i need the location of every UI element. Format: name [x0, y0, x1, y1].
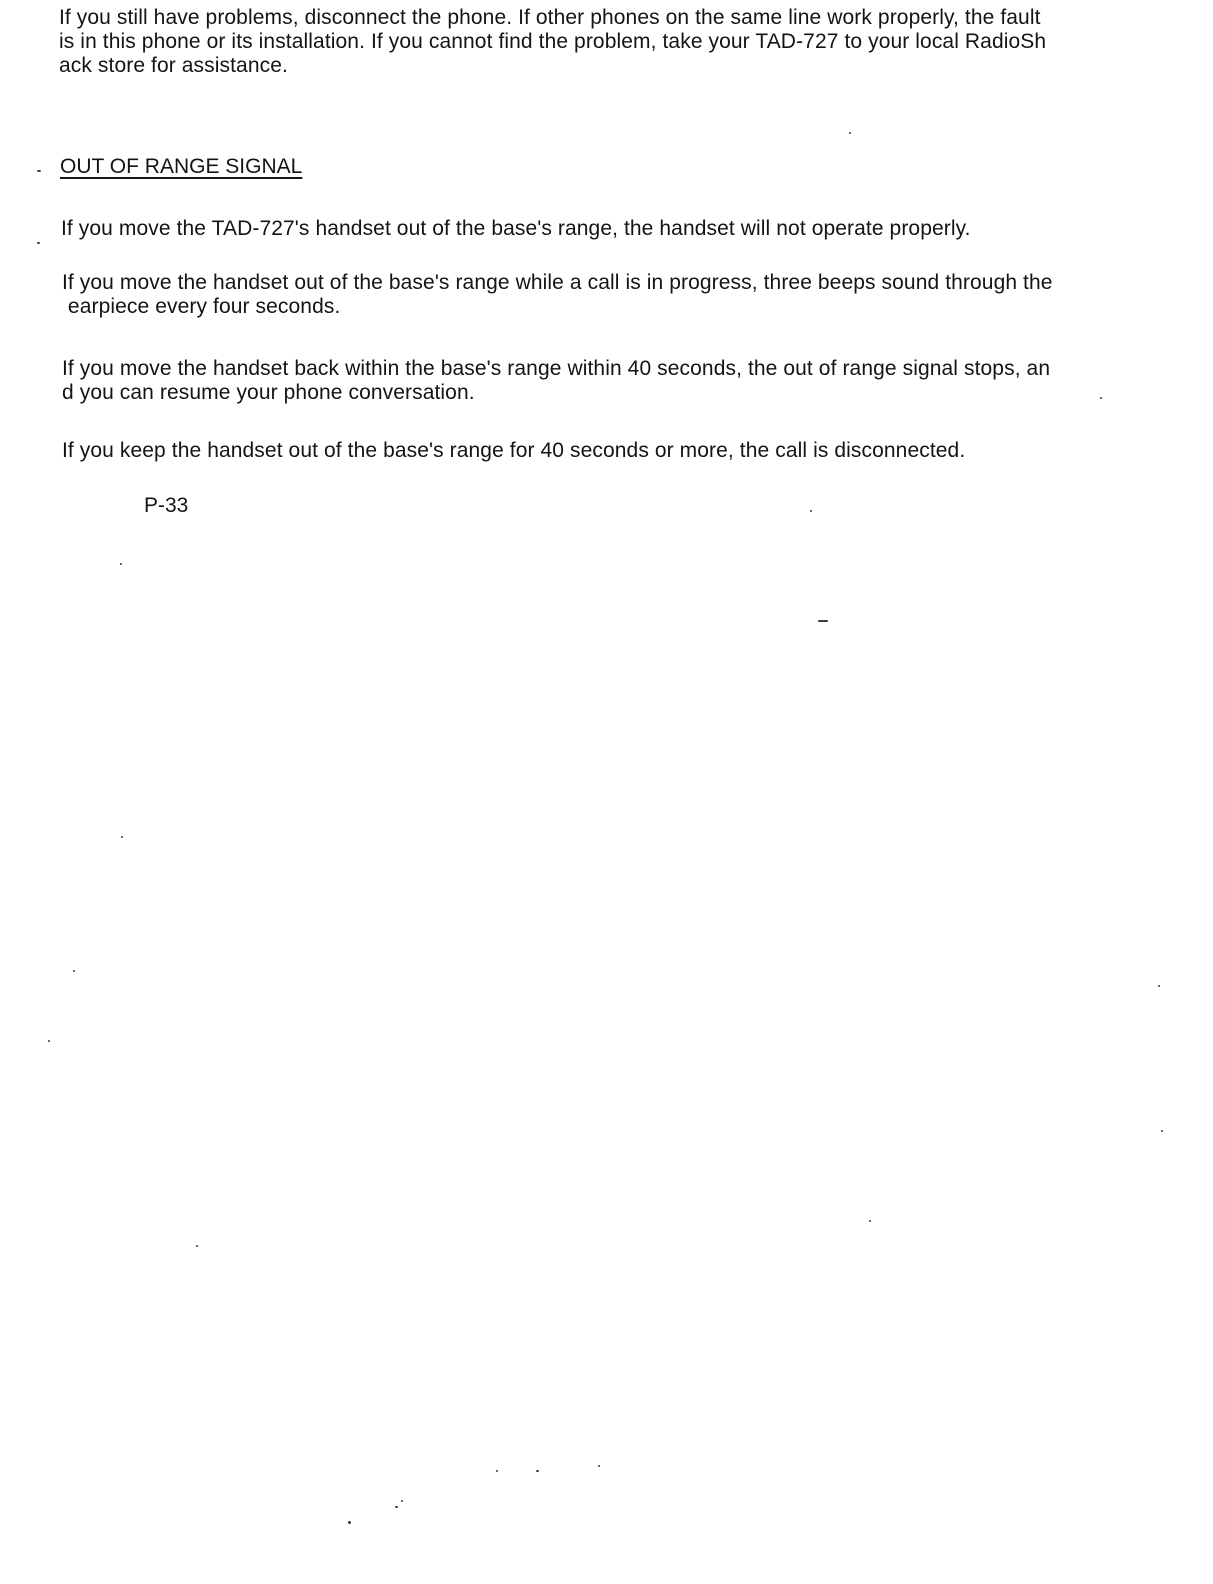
page-number: P-33: [144, 494, 189, 517]
scan-speck: [598, 1465, 600, 1467]
section-heading: OUT OF RANGE SIGNAL: [60, 155, 303, 178]
scan-speck: [196, 1245, 198, 1247]
scan-speck: [536, 1470, 539, 1472]
paragraph-line: d you can resume your phone conversation.: [62, 381, 475, 404]
scan-speck: [348, 1521, 351, 1524]
scan-speck: [401, 1500, 403, 1502]
intro-line: ack store for assistance.: [59, 54, 288, 77]
paragraph-line: If you move the handset out of the base's range while a call is in progress, three beeps sound through the: [62, 271, 1053, 294]
scan-speck: [818, 620, 828, 622]
scan-speck: [810, 510, 812, 512]
paragraph-line: If you move the TAD-727's handset out of the base's range, the handset will not operate properly.: [61, 217, 971, 240]
paragraph-beeps: [62, 271, 1053, 319]
paragraph-line: If you move the handset back within the base's range within 40 seconds, the out of range signal stops, an: [62, 357, 1051, 380]
scan-speck: [73, 970, 75, 972]
scan-speck: [869, 1220, 871, 1222]
paragraph-out-of-range: [61, 217, 971, 241]
scan-speck: [37, 170, 41, 172]
scan-speck: [120, 563, 122, 565]
scan-speck: [849, 132, 851, 134]
scan-speck: [395, 1506, 398, 1508]
scan-speck: [121, 836, 123, 838]
scan-speck: [496, 1470, 498, 1472]
intro-line: If you still have problems, disconnect the phone. If other phones on the same line work properly, the fault: [59, 6, 1041, 29]
paragraph-disconnect: [62, 439, 965, 463]
paragraph-line: earpiece every four seconds.: [62, 295, 341, 318]
scan-speck: [1100, 397, 1102, 399]
paragraph-resume: [62, 357, 1050, 405]
scan-speck: [1161, 1130, 1163, 1132]
scan-speck: [37, 242, 40, 244]
intro-line: is in this phone or its installation. If you cannot find the problem, take your TAD-727 to your local RadioSh: [59, 30, 1047, 53]
intro-paragraph: [59, 6, 1046, 78]
scan-speck: [48, 1040, 50, 1042]
paragraph-line: If you keep the handset out of the base's range for 40 seconds or more, the call is disconnected.: [62, 439, 966, 462]
scan-speck: [1158, 985, 1160, 987]
